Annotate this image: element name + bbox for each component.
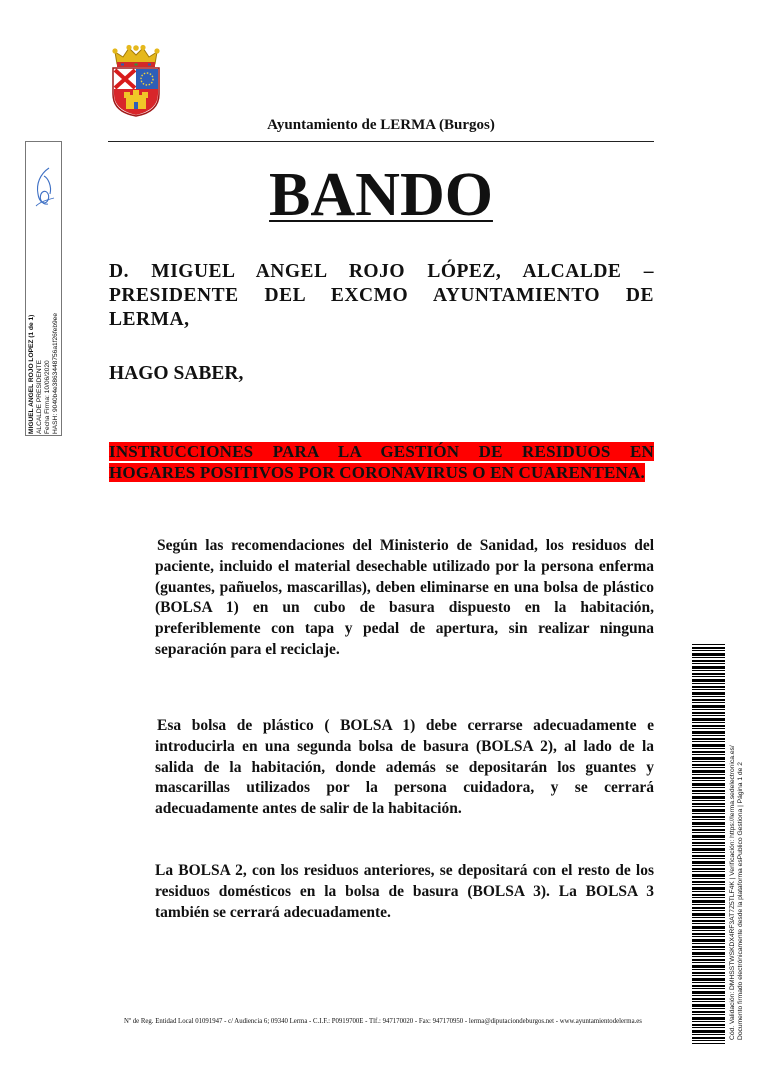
body-paragraph-1: Según las recomendaciones del Ministerio de Sanidad, los residuos del paciente, incluido el material desechable utilizado por la persona enferma (guantes, pañuelos, mascarillas), deben eliminarse en una bolsa de plástico (BOLSA 1) en un cubo de basura dispuesto en la habitación, preferiblemente con tapa y pedal de apertura, sin realizar ninguna separación para el reciclaje. <box>155 537 654 658</box>
barcode-icon <box>692 644 725 1044</box>
mayor-statement: D. MIGUEL ANGEL ROJO LÓPEZ, ALCALDE –PRESIDENTE DEL EXCMO AYUNTAMIENTO DE LERMA, <box>109 261 654 330</box>
verification-code-line: Cód. Validación: DMHSSTWSKDX4RF3AT7Z5TLF4K | Verificación: https://lerma.sedelectronica.es/ <box>729 745 736 1040</box>
signer-name: MIGUEL ANGEL ROJO LOPEZ (1 de 1) <box>28 314 35 434</box>
instructions-heading <box>109 441 654 483</box>
organization-name: Ayuntamiento de LERMA (Burgos) <box>267 117 495 133</box>
signature-stamp <box>25 141 62 436</box>
instructions-heading-text: INSTRUCCIONES PARA LA GESTIÓN DE RESIDUOS EN HOGARES POSITIVOS POR CORONAVIRUS O EN CUARENTENA. <box>109 442 654 482</box>
footer-contact-line: Nº de Reg. Entidad Local 01091947 - c/ Audiencia 6; 09340 Lerma - C.I.F.: P0919700E - Tlf.: 947170020 - Fax: 947170950 - lerma@diputaciondeburgos.net - www.ayuntamientodelerma.es <box>124 1018 642 1025</box>
hago-saber-heading: HAGO SABER, <box>109 363 244 384</box>
signature-hash: HASH: 9040b4e3863448756a1f26feb9ee <box>52 313 59 434</box>
body-paragraph-3: La BOLSA 2, con los residuos anteriores, se depositará con el resto de los residuos domésticos en la bolsa de basura (BOLSA 3). La BOLSA 3 también se cerrará adecuadamente. <box>155 862 654 921</box>
body-paragraph-2: Esa bolsa de plástico ( BOLSA 1) debe cerrarse adecuadamente e introducirla en una segunda bolsa de basura (BOLSA 2), al lado de la salida de la habitación, donde además se depositarán los guantes y mascarillas utilizados por la persona cuidadora, y se cerrará adecuadamente antes de salir de la habitación. <box>155 717 654 818</box>
signer-role: ALCALDE PRESIDENTE <box>36 359 43 434</box>
verification-info <box>729 690 745 1040</box>
signature-date: Fecha Firma: 10/06/2020 <box>44 360 51 434</box>
page-title: BANDO <box>269 161 493 229</box>
header-divider <box>108 141 654 142</box>
verification-platform-line: Documento firmado electrónicamente desde la plataforma esPublico Gestiona | Página 1 de 2 <box>737 762 744 1040</box>
lerma-coat-of-arms-icon <box>109 44 163 118</box>
signature-details <box>28 144 60 434</box>
